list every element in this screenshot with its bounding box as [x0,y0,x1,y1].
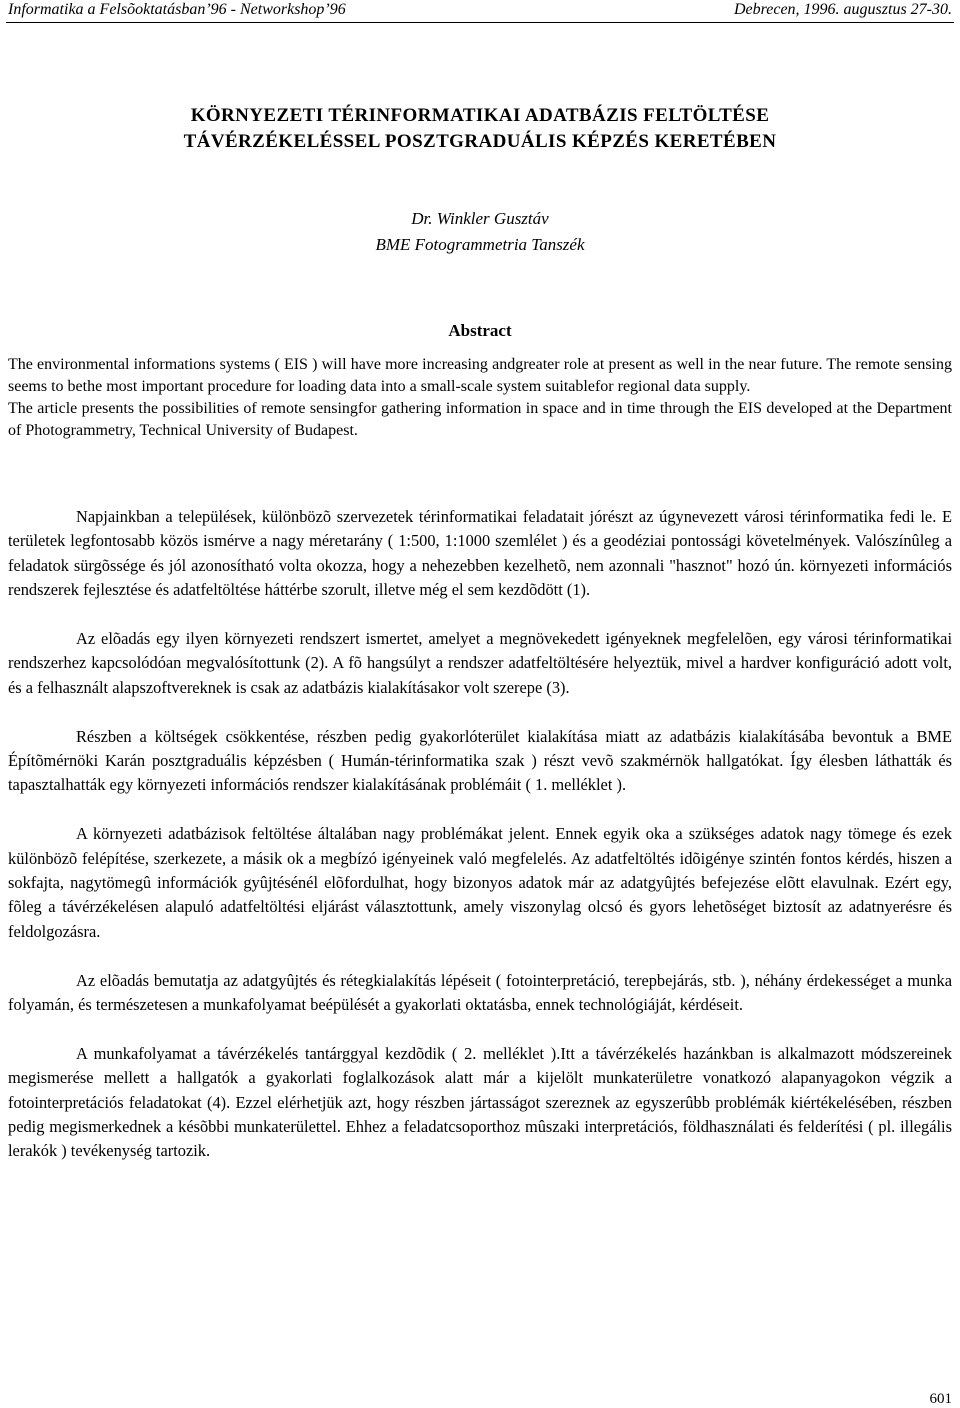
author-affiliation: BME Fotogrammetria Tanszék [375,235,585,254]
page-number: 601 [929,1391,952,1407]
title-line-2: TÁVÉRZÉKELÉSSEL POSZTGRADUÁLIS KÉPZÉS KERETÉBEN [183,131,777,152]
abstract-heading: Abstract [448,321,512,340]
body-paragraph: Napjainkban a települések, különbözõ szervezetek térinformatikai feladatait jórészt az úgynevezett városi térinformatika fedi le. E területek legfontosabb közös ismérve a nagy méretarány ( 1:500, 1:1000 szemlélet ) és a geodéziai pontossági követelmények. Valószínûleg a feladatok sürgõssége és jól azonosítható volta okozza, hogy a nehezebben kezelhetõ, nem azonnali "hasznot" hozó ún. környezeti információs rendszerek fejlesztése és adatfeltöltése háttérbe szorult, illetve még el sem kezdõdött (1). [8,507,952,600]
paper-title [0,103,960,155]
author-block [0,206,960,258]
title-line-1: KÖRNYEZETI TÉRINFORMATIKAI ADATBÁZIS FELTÖLTÉSE [190,105,770,126]
body-paragraph: A munkafolyamat a távérzékelés tantárggyal kezdõdik ( 2. melléklet ).Itt a távérzékelés hazánkban is alkalmazott módszereinek megismerése mellett a hallgatók a gyakorlati foglalkozások alatt már a kijelölt munkaterületre vonatkozó alapanyagokon végzik a fotointerpretációs feladatokat (4). Ezzel elérhetjük azt, hogy részben jártasságot szereznek az egyszerûbb problémák kiértékelésében, részben pedig megismerkednek a késõbbi munkaterülettel. Ehhez a feladatcsoporthoz mûszaki interpretációs, földhasználati és felderítési ( pl. illegális lerakók ) tevékenység tartozik. [8,1043,952,1161]
body-paragraph: A környezeti adatbázisok feltöltése általában nagy problémákat jelent. Ennek egyik oka a szükséges adatok nagy tömege és ezek különbözõ felépítése, szerkezete, a másik ok a megbízó igényeinek való megfelelés. Az adatfeltöltés idõigénye szintén fontos kérdés, hiszen a sokfajta, nagytömegû információk gyûjtésénél elõfordulhat, hogy bizonyos adatok már az adatgyûjtés befejezése elõtt elavulnak. Ezért egy, fõleg a távérzékelésen alapuló adatfeltöltési eljárást választottunk, amely viszonylag olcsó és gyors lehetõséget biztosít az adatnyerésre és feldolgozásra. [8,824,952,941]
body-paragraph: Az elõadás bemutatja az adatgyûjtés és rétegkialakítás lépéseit ( fotointerpretáció, terepbejárás, stb. ), néhány érdekességet a munka folyamán, és természetesen a munkafolyamat beépülését a gyakorlati oktatásba, ennek technológiáját, kérdéseit. [8,970,952,1015]
body-text [8,505,952,1188]
running-header [8,0,952,24]
header-rule [6,22,954,23]
header-location-date: Debrecen, 1996. augusztus 27-30. [733,1,952,18]
body-paragraph: Az elõadás egy ilyen környezeti rendszert ismertet, amelyet a megnövekedett igényeknek megfelelõen, egy városi térinformatikai rendszerhez kapcsolódóan megvalósítottunk (2). A fõ hangsúlyt a rendszer adatfeltöltésére helyeztük, mivel a hardver konfiguráció adott volt, és a felhasznált alapszoftvereknek is csak az adatbázis kialakításakor volt szerepe (3). [8,629,952,697]
abstract-text [8,354,952,442]
body-paragraph: Részben a költségek csökkentése, részben pedig gyakorlóterület kialakítása miatt az adatbázis kialakításába bevontuk a BME Építõmérnöki Karán posztgraduális képzésben ( Humán-térinformatika szak ) részt vevõ szakmérnök hallgatókat. Így élesben láthatták és tapasztalhatták egy környezeti információs rendszer kialakításának problémáit ( 1. melléklet ). [8,726,952,795]
header-conference: Informatika a Felsõoktatásban’96 - Networkshop’96 [8,1,346,18]
abstract-paragraph: The article presents the possibilities of remote sensingfor gathering information in space and in time through the EIS developed at the Department of Photogrammetry, Technical University of Budapest. [8,400,952,439]
author-name: Dr. Winkler Gusztáv [411,209,549,228]
abstract-paragraph: The environmental informations systems ( EIS ) will have more increasing andgreater role at present as well in the near future. The remote sensing seems to bethe most important procedure for loading data into a small-scale system suitablefor regional data supply. [8,356,952,395]
